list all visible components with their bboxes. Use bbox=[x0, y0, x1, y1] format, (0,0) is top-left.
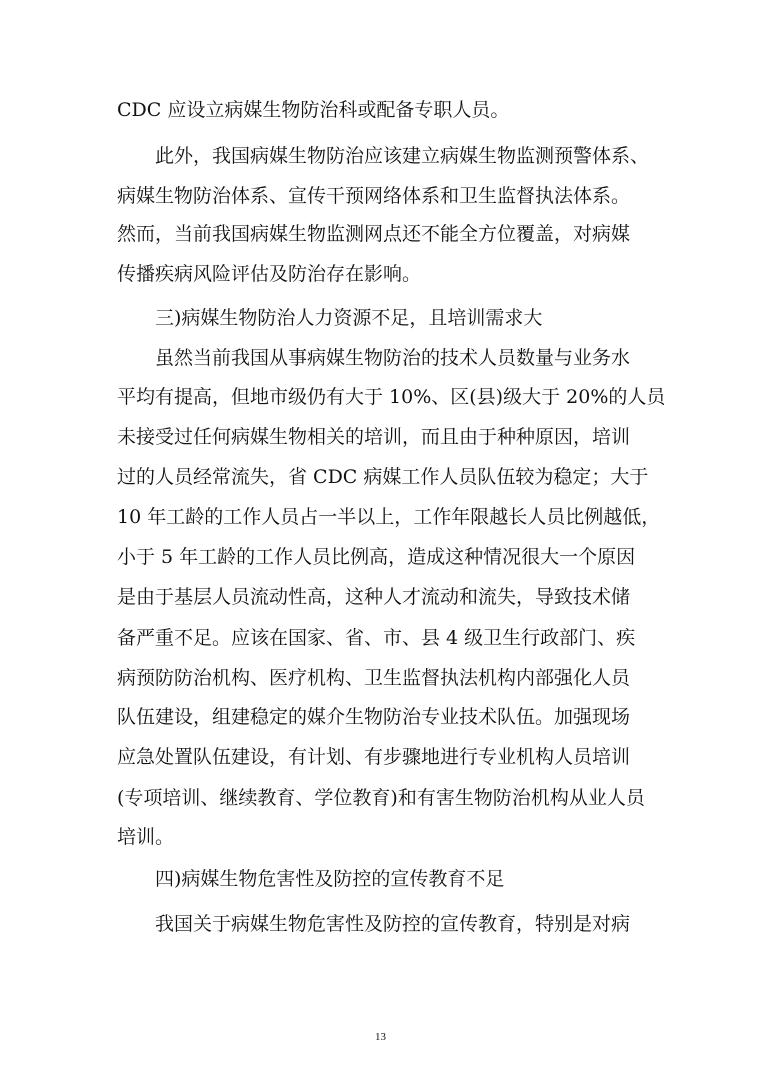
text-line: 队伍建设，组建稳定的媒介生物防治专业技术队伍。加强现场 bbox=[117, 706, 631, 728]
text-line: 培训。 bbox=[117, 826, 175, 848]
text-line: 传播疾病风险评估及防治存在影响。 bbox=[117, 263, 422, 285]
text-line: 是由于基层人员流动性高，这种人才流动和流失，导致技术储 bbox=[117, 586, 631, 608]
text-line: (专项培训、继续教育、学位教育)和有害生物防治机构从业人员 bbox=[117, 787, 645, 809]
text-line: CDC 应设立病媒生物防治科或配备专职人员。 bbox=[117, 99, 510, 121]
paragraph-start: 虽然当前我国从事病媒生物防治的技术人员数量与业务水 bbox=[155, 347, 631, 369]
page-number: 13 bbox=[375, 1031, 386, 1043]
text-line: 备严重不足。应该在国家、省、市、县 4 级卫生行政部门、疾 bbox=[117, 627, 636, 649]
text-line: 小于 5 年工龄的工作人员比例高，造成这种情况很大一个原因 bbox=[117, 546, 636, 568]
text-line: 然而，当前我国病媒生物监测网点还不能全方位覆盖，对病媒 bbox=[117, 223, 631, 245]
text-line: 病预防防治机构、医疗机构、卫生监督执法机构内部强化人员 bbox=[117, 667, 631, 689]
text-line: 应急处置队伍建设，有计划、有步骤地进行专业机构人员培训 bbox=[117, 746, 631, 768]
paragraph-start: 我国关于病媒生物危害性及防控的宣传教育，特别是对病 bbox=[155, 913, 631, 935]
section-heading: 三)病媒生物防治人力资源不足，且培训需求大 bbox=[155, 307, 543, 329]
text-line: 未接受过任何病媒生物相关的培训，而且由于种种原因，培训 bbox=[117, 426, 631, 448]
text-line: 病媒生物防治体系、宣传干预网络体系和卫生监督执法体系。 bbox=[117, 185, 631, 207]
section-heading: 四)病媒生物危害性及防控的宣传教育不足 bbox=[155, 868, 505, 890]
paragraph-start: 此外，我国病媒生物防治应该建立病媒生物监测预警体系、 bbox=[155, 145, 650, 167]
text-line: 过的人员经常流失，省 CDC 病媒工作人员队伍较为稳定；大于 bbox=[117, 466, 649, 488]
text-line: 10 年工龄的工作人员占一半以上，工作年限越长人员比例越低， bbox=[117, 506, 661, 528]
text-line: 平均有提高，但地市级仍有大于 10%、区(县)级大于 20%的人员 bbox=[117, 386, 666, 408]
